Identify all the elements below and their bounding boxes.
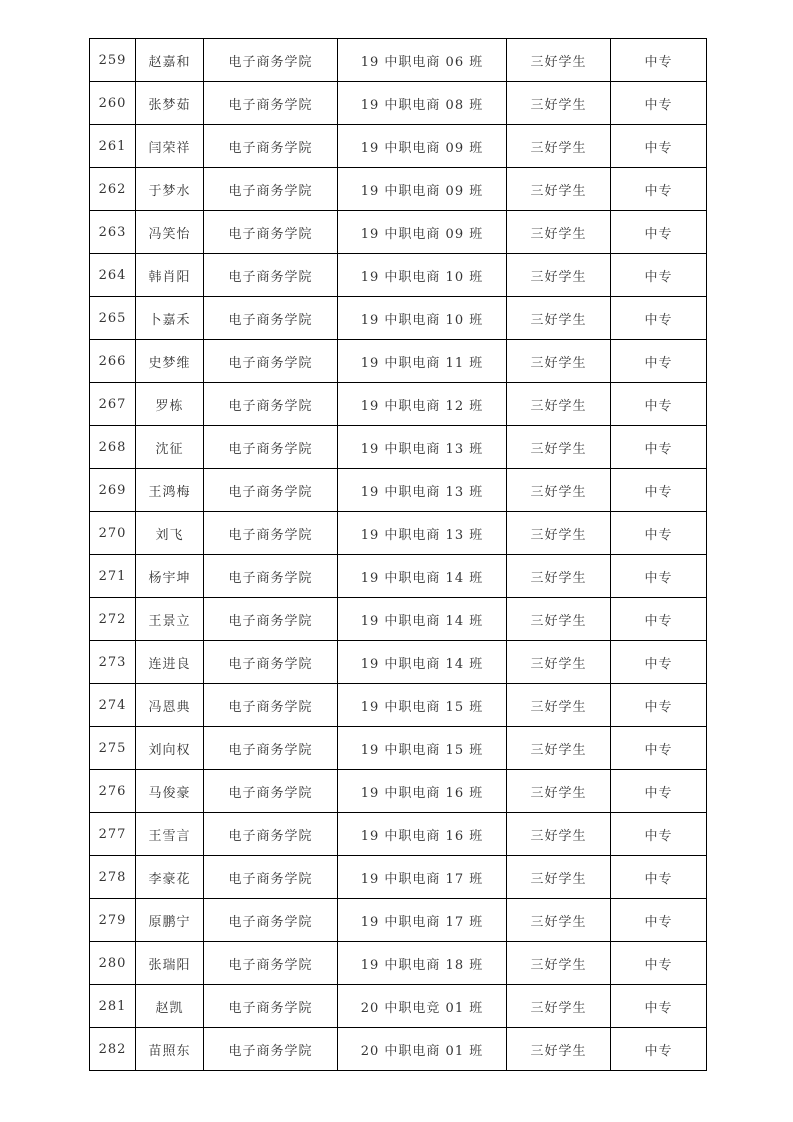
education-level-cell: 中专 xyxy=(611,168,707,211)
student-name-cell: 于梦水 xyxy=(136,168,204,211)
student-name-cell: 张梦茹 xyxy=(136,82,204,125)
award-title-cell: 三好学生 xyxy=(507,598,611,641)
table-row xyxy=(90,254,707,297)
table-row xyxy=(90,899,707,942)
class-name-cell: 19 中职电商 12 班 xyxy=(338,383,507,426)
award-title-cell: 三好学生 xyxy=(507,856,611,899)
education-level-cell: 中专 xyxy=(611,383,707,426)
table-row xyxy=(90,770,707,813)
class-name-cell: 19 中职电商 09 班 xyxy=(338,168,507,211)
student-name-cell: 王雪言 xyxy=(136,813,204,856)
award-title-cell: 三好学生 xyxy=(507,469,611,512)
class-name-cell: 19 中职电商 10 班 xyxy=(338,254,507,297)
row-number-cell: 271 xyxy=(90,555,136,598)
class-name-cell: 19 中职电商 17 班 xyxy=(338,856,507,899)
class-name-cell: 19 中职电商 16 班 xyxy=(338,770,507,813)
class-name-cell: 19 中职电商 14 班 xyxy=(338,598,507,641)
table-row xyxy=(90,383,707,426)
award-title-cell: 三好学生 xyxy=(507,684,611,727)
education-level-cell: 中专 xyxy=(611,641,707,684)
student-name-cell: 冯笑怡 xyxy=(136,211,204,254)
class-name-cell: 19 中职电商 10 班 xyxy=(338,297,507,340)
row-number-cell: 260 xyxy=(90,82,136,125)
table-row xyxy=(90,641,707,684)
row-number-cell: 276 xyxy=(90,770,136,813)
table-row xyxy=(90,684,707,727)
row-number-cell: 281 xyxy=(90,985,136,1028)
table-row xyxy=(90,555,707,598)
college-cell: 电子商务学院 xyxy=(204,39,338,82)
row-number-cell: 265 xyxy=(90,297,136,340)
row-number-cell: 268 xyxy=(90,426,136,469)
college-cell: 电子商务学院 xyxy=(204,555,338,598)
college-cell: 电子商务学院 xyxy=(204,512,338,555)
college-cell: 电子商务学院 xyxy=(204,125,338,168)
education-level-cell: 中专 xyxy=(611,340,707,383)
education-level-cell: 中专 xyxy=(611,555,707,598)
student-name-cell: 冯恩典 xyxy=(136,684,204,727)
class-name-cell: 20 中职电竞 01 班 xyxy=(338,985,507,1028)
table-row xyxy=(90,813,707,856)
class-name-cell: 19 中职电商 15 班 xyxy=(338,684,507,727)
student-name-cell: 沈征 xyxy=(136,426,204,469)
college-cell: 电子商务学院 xyxy=(204,469,338,512)
college-cell: 电子商务学院 xyxy=(204,641,338,684)
student-name-cell: 赵凯 xyxy=(136,985,204,1028)
college-cell: 电子商务学院 xyxy=(204,297,338,340)
row-number-cell: 274 xyxy=(90,684,136,727)
row-number-cell: 279 xyxy=(90,899,136,942)
row-number-cell: 275 xyxy=(90,727,136,770)
award-title-cell: 三好学生 xyxy=(507,82,611,125)
award-title-cell: 三好学生 xyxy=(507,39,611,82)
table-row xyxy=(90,211,707,254)
education-level-cell: 中专 xyxy=(611,82,707,125)
college-cell: 电子商务学院 xyxy=(204,899,338,942)
row-number-cell: 280 xyxy=(90,942,136,985)
education-level-cell: 中专 xyxy=(611,942,707,985)
college-cell: 电子商务学院 xyxy=(204,856,338,899)
college-cell: 电子商务学院 xyxy=(204,1028,338,1071)
education-level-cell: 中专 xyxy=(611,211,707,254)
table-row xyxy=(90,426,707,469)
row-number-cell: 272 xyxy=(90,598,136,641)
college-cell: 电子商务学院 xyxy=(204,684,338,727)
award-list-table xyxy=(89,38,707,1071)
table-row xyxy=(90,297,707,340)
award-title-cell: 三好学生 xyxy=(507,211,611,254)
award-title-cell: 三好学生 xyxy=(507,899,611,942)
student-name-cell: 刘向权 xyxy=(136,727,204,770)
education-level-cell: 中专 xyxy=(611,125,707,168)
college-cell: 电子商务学院 xyxy=(204,770,338,813)
row-number-cell: 267 xyxy=(90,383,136,426)
table-row xyxy=(90,125,707,168)
student-name-cell: 闫荣祥 xyxy=(136,125,204,168)
student-name-cell: 韩肖阳 xyxy=(136,254,204,297)
table-row xyxy=(90,340,707,383)
award-title-cell: 三好学生 xyxy=(507,512,611,555)
education-level-cell: 中专 xyxy=(611,598,707,641)
row-number-cell: 273 xyxy=(90,641,136,684)
education-level-cell: 中专 xyxy=(611,426,707,469)
student-name-cell: 赵嘉和 xyxy=(136,39,204,82)
college-cell: 电子商务学院 xyxy=(204,211,338,254)
table-row xyxy=(90,727,707,770)
table-row xyxy=(90,512,707,555)
student-name-cell: 王景立 xyxy=(136,598,204,641)
class-name-cell: 19 中职电商 09 班 xyxy=(338,125,507,168)
student-name-cell: 王鸿梅 xyxy=(136,469,204,512)
education-level-cell: 中专 xyxy=(611,512,707,555)
award-title-cell: 三好学生 xyxy=(507,426,611,469)
college-cell: 电子商务学院 xyxy=(204,254,338,297)
college-cell: 电子商务学院 xyxy=(204,985,338,1028)
award-title-cell: 三好学生 xyxy=(507,942,611,985)
table-row xyxy=(90,469,707,512)
row-number-cell: 263 xyxy=(90,211,136,254)
education-level-cell: 中专 xyxy=(611,727,707,770)
education-level-cell: 中专 xyxy=(611,856,707,899)
class-name-cell: 20 中职电商 01 班 xyxy=(338,1028,507,1071)
education-level-cell: 中专 xyxy=(611,684,707,727)
education-level-cell: 中专 xyxy=(611,813,707,856)
table-row xyxy=(90,1028,707,1071)
award-title-cell: 三好学生 xyxy=(507,641,611,684)
award-title-cell: 三好学生 xyxy=(507,555,611,598)
table-row xyxy=(90,82,707,125)
award-title-cell: 三好学生 xyxy=(507,770,611,813)
table-row xyxy=(90,168,707,211)
education-level-cell: 中专 xyxy=(611,985,707,1028)
education-level-cell: 中专 xyxy=(611,39,707,82)
college-cell: 电子商务学院 xyxy=(204,340,338,383)
class-name-cell: 19 中职电商 14 班 xyxy=(338,555,507,598)
award-title-cell: 三好学生 xyxy=(507,727,611,770)
table-row xyxy=(90,856,707,899)
class-name-cell: 19 中职电商 16 班 xyxy=(338,813,507,856)
table-row xyxy=(90,598,707,641)
award-title-cell: 三好学生 xyxy=(507,340,611,383)
table-row xyxy=(90,985,707,1028)
student-name-cell: 卜嘉禾 xyxy=(136,297,204,340)
class-name-cell: 19 中职电商 09 班 xyxy=(338,211,507,254)
student-name-cell: 连进良 xyxy=(136,641,204,684)
class-name-cell: 19 中职电商 17 班 xyxy=(338,899,507,942)
education-level-cell: 中专 xyxy=(611,254,707,297)
row-number-cell: 270 xyxy=(90,512,136,555)
row-number-cell: 266 xyxy=(90,340,136,383)
college-cell: 电子商务学院 xyxy=(204,813,338,856)
award-title-cell: 三好学生 xyxy=(507,1028,611,1071)
college-cell: 电子商务学院 xyxy=(204,82,338,125)
class-name-cell: 19 中职电商 06 班 xyxy=(338,39,507,82)
class-name-cell: 19 中职电商 15 班 xyxy=(338,727,507,770)
student-name-cell: 刘飞 xyxy=(136,512,204,555)
row-number-cell: 277 xyxy=(90,813,136,856)
award-title-cell: 三好学生 xyxy=(507,985,611,1028)
table-row xyxy=(90,942,707,985)
student-name-cell: 李豪花 xyxy=(136,856,204,899)
award-title-cell: 三好学生 xyxy=(507,383,611,426)
education-level-cell: 中专 xyxy=(611,770,707,813)
college-cell: 电子商务学院 xyxy=(204,426,338,469)
class-name-cell: 19 中职电商 11 班 xyxy=(338,340,507,383)
award-title-cell: 三好学生 xyxy=(507,813,611,856)
college-cell: 电子商务学院 xyxy=(204,942,338,985)
student-name-cell: 张瑞阳 xyxy=(136,942,204,985)
award-title-cell: 三好学生 xyxy=(507,168,611,211)
award-title-cell: 三好学生 xyxy=(507,254,611,297)
class-name-cell: 19 中职电商 08 班 xyxy=(338,82,507,125)
student-name-cell: 原鹏宁 xyxy=(136,899,204,942)
award-title-cell: 三好学生 xyxy=(507,297,611,340)
student-name-cell: 马俊豪 xyxy=(136,770,204,813)
row-number-cell: 259 xyxy=(90,39,136,82)
class-name-cell: 19 中职电商 13 班 xyxy=(338,469,507,512)
row-number-cell: 264 xyxy=(90,254,136,297)
student-name-cell: 史梦维 xyxy=(136,340,204,383)
education-level-cell: 中专 xyxy=(611,899,707,942)
college-cell: 电子商务学院 xyxy=(204,598,338,641)
student-name-cell: 罗栋 xyxy=(136,383,204,426)
row-number-cell: 261 xyxy=(90,125,136,168)
award-title-cell: 三好学生 xyxy=(507,125,611,168)
table-row xyxy=(90,39,707,82)
education-level-cell: 中专 xyxy=(611,297,707,340)
college-cell: 电子商务学院 xyxy=(204,727,338,770)
class-name-cell: 19 中职电商 18 班 xyxy=(338,942,507,985)
class-name-cell: 19 中职电商 13 班 xyxy=(338,512,507,555)
college-cell: 电子商务学院 xyxy=(204,383,338,426)
row-number-cell: 282 xyxy=(90,1028,136,1071)
row-number-cell: 269 xyxy=(90,469,136,512)
student-name-cell: 杨宇坤 xyxy=(136,555,204,598)
education-level-cell: 中专 xyxy=(611,1028,707,1071)
award-list-body xyxy=(90,39,707,1071)
class-name-cell: 19 中职电商 14 班 xyxy=(338,641,507,684)
education-level-cell: 中专 xyxy=(611,469,707,512)
row-number-cell: 262 xyxy=(90,168,136,211)
class-name-cell: 19 中职电商 13 班 xyxy=(338,426,507,469)
student-name-cell: 苗照东 xyxy=(136,1028,204,1071)
row-number-cell: 278 xyxy=(90,856,136,899)
college-cell: 电子商务学院 xyxy=(204,168,338,211)
